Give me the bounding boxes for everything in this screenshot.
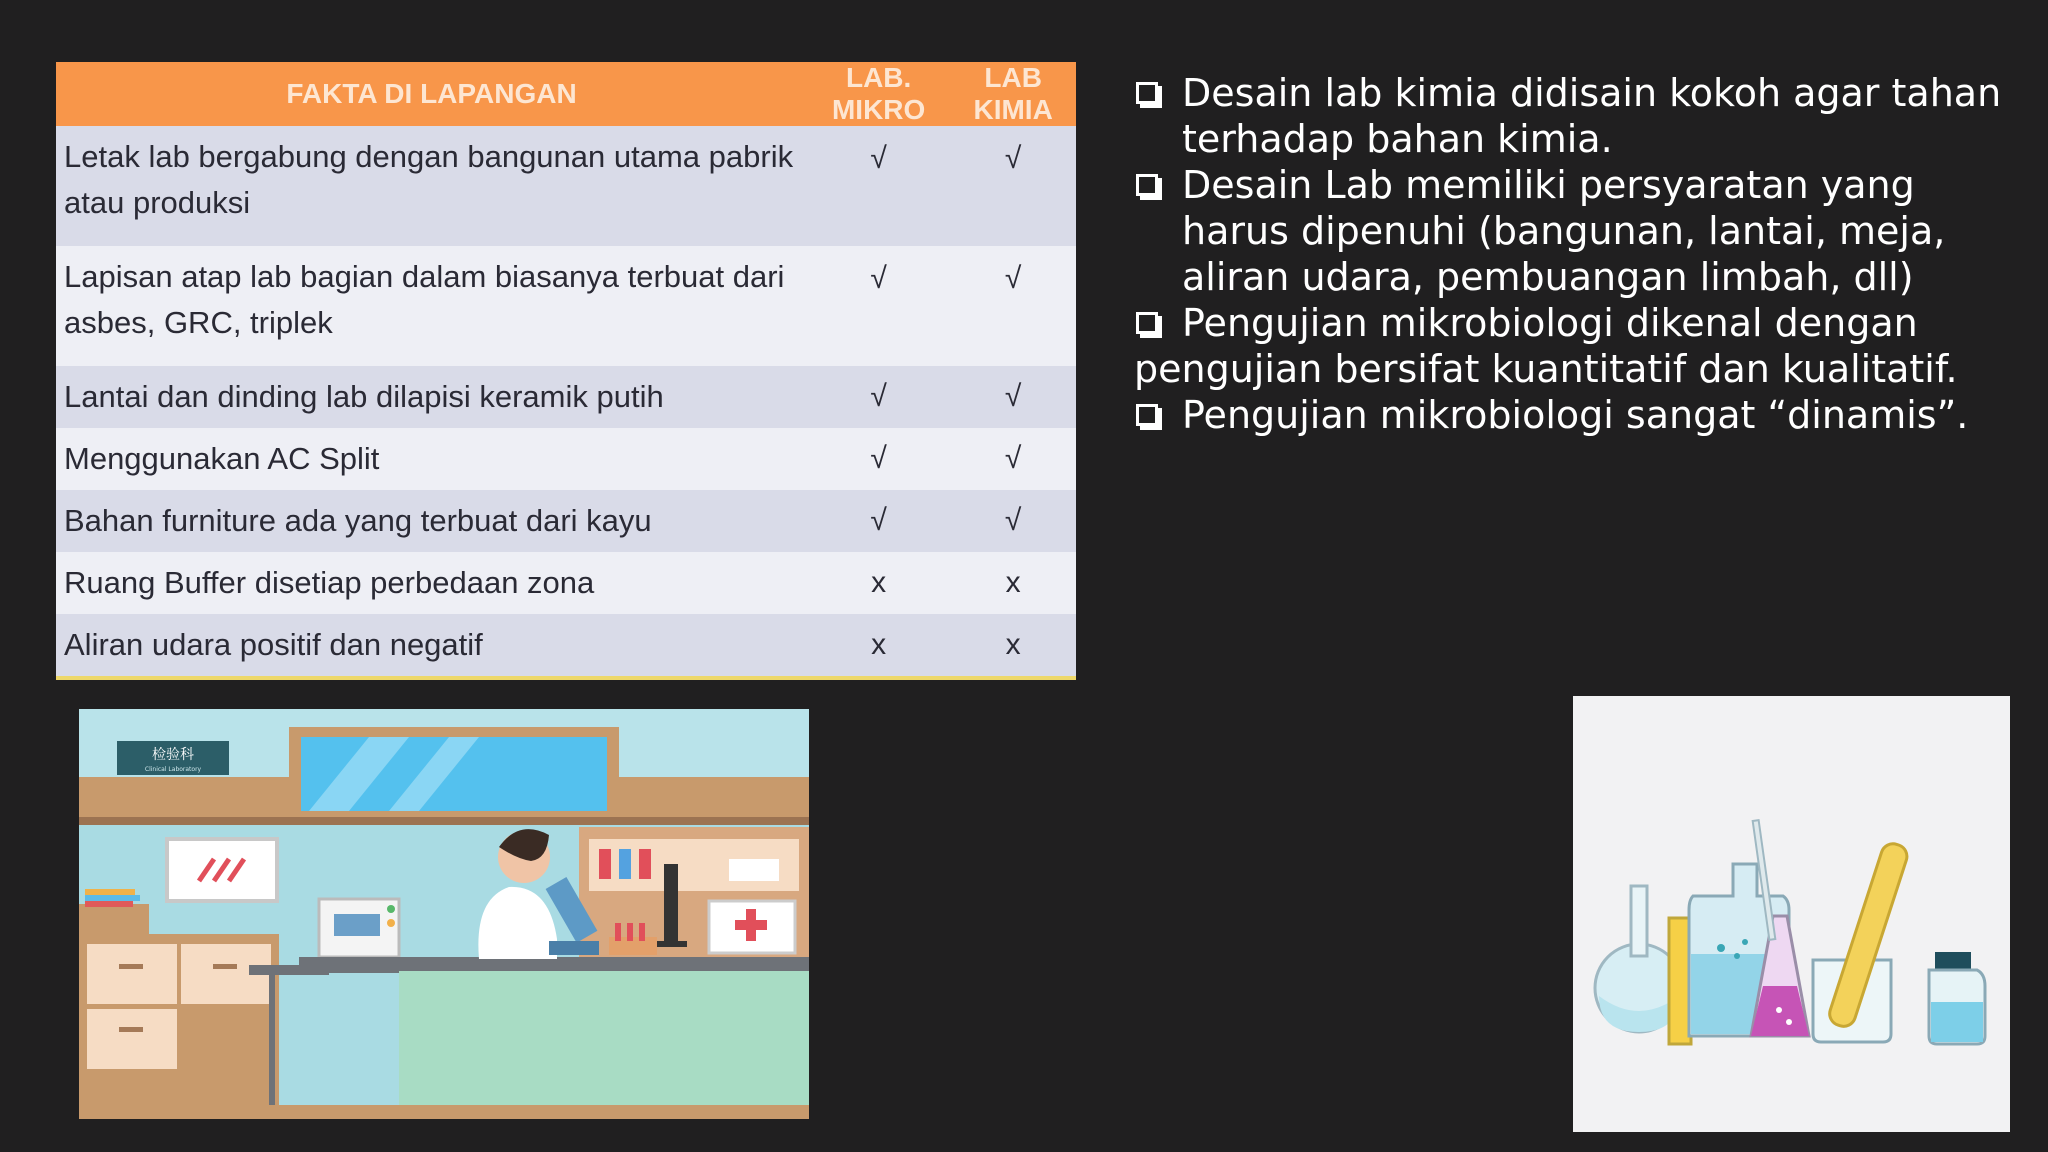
fact-cell: Lantai dan dinding lab dilapisi keramik putih: [64, 379, 664, 414]
table-header-row: [56, 62, 1076, 126]
fact-cell: Letak lab bergabung dengan bangunan utama pabrik atau produksi: [64, 139, 794, 220]
mikro-cell: x: [871, 566, 887, 599]
facts-table: [56, 62, 1076, 680]
header-fakta: FAKTA DI LAPANGAN: [286, 78, 577, 109]
mikro-cell: √: [870, 142, 887, 175]
fact-cell: Lapisan atap lab bagian dalam biasanya terbuat dari asbes, GRC, triplek: [64, 259, 785, 340]
bullet-item: [1134, 70, 2004, 162]
bullet-text: Desain Lab memiliki persyaratan yang harus dipenuhi (bangunan, lantai, meja, aliran udara, pembuangan limbah, dll): [1182, 163, 1946, 299]
checkbox-bullet-icon: [1136, 404, 1158, 426]
glassware-image: [1573, 696, 2010, 1132]
checkbox-bullet-icon: [1136, 82, 1158, 104]
checkbox-bullet-icon: [1136, 174, 1158, 196]
fact-cell: Aliran udara positif dan negatif: [64, 627, 483, 662]
mikro-cell: √: [870, 504, 887, 537]
table-row: [56, 614, 1076, 678]
header-lab-kimia: LAB KIMIA: [973, 62, 1053, 125]
bullet-item: [1134, 300, 2004, 392]
mikro-cell: √: [870, 262, 887, 295]
fact-cell: Ruang Buffer disetiap perbedaan zona: [64, 565, 595, 600]
table-row: [56, 366, 1076, 428]
bullet-text: Desain lab kimia didisain kokoh agar tahan terhadap bahan kimia.: [1182, 71, 2002, 161]
bullet-item: [1134, 392, 2004, 438]
mikro-cell: x: [871, 628, 887, 661]
header-lab-mikro: LAB. MIKRO: [831, 62, 926, 125]
kimia-cell: x: [1005, 566, 1021, 599]
table-row: [56, 490, 1076, 552]
kimia-cell: √: [1004, 504, 1022, 537]
kimia-cell: √: [1004, 380, 1022, 413]
bullet-text: Pengujian mikrobiologi sangat “dinamis”.: [1182, 393, 1969, 437]
table-row: [56, 428, 1076, 490]
bullet-list: [1134, 70, 2004, 438]
kimia-cell: √: [1004, 142, 1022, 175]
fact-cell: Menggunakan AC Split: [64, 441, 380, 476]
lab-illustration: [79, 709, 809, 1119]
bullet-text: Pengujian mikrobiologi dikenal dengan pengujian bersifat kuantitatif dan kualitatif.: [1134, 301, 1958, 391]
bullet-item: [1134, 162, 2004, 300]
mikro-cell: √: [870, 442, 887, 475]
table-row: [56, 552, 1076, 614]
sign-main-text: 检验科: [152, 747, 194, 763]
mikro-cell: √: [870, 380, 887, 413]
fact-cell: Bahan furniture ada yang terbuat dari kayu: [64, 503, 652, 538]
kimia-cell: √: [1004, 442, 1022, 475]
kimia-cell: x: [1005, 628, 1021, 661]
sign-sub-text: Clinical Laboratory: [144, 766, 202, 773]
checkbox-bullet-icon: [1136, 312, 1158, 334]
table-row: [56, 246, 1076, 366]
table-row: [56, 126, 1076, 246]
kimia-cell: √: [1004, 262, 1022, 295]
